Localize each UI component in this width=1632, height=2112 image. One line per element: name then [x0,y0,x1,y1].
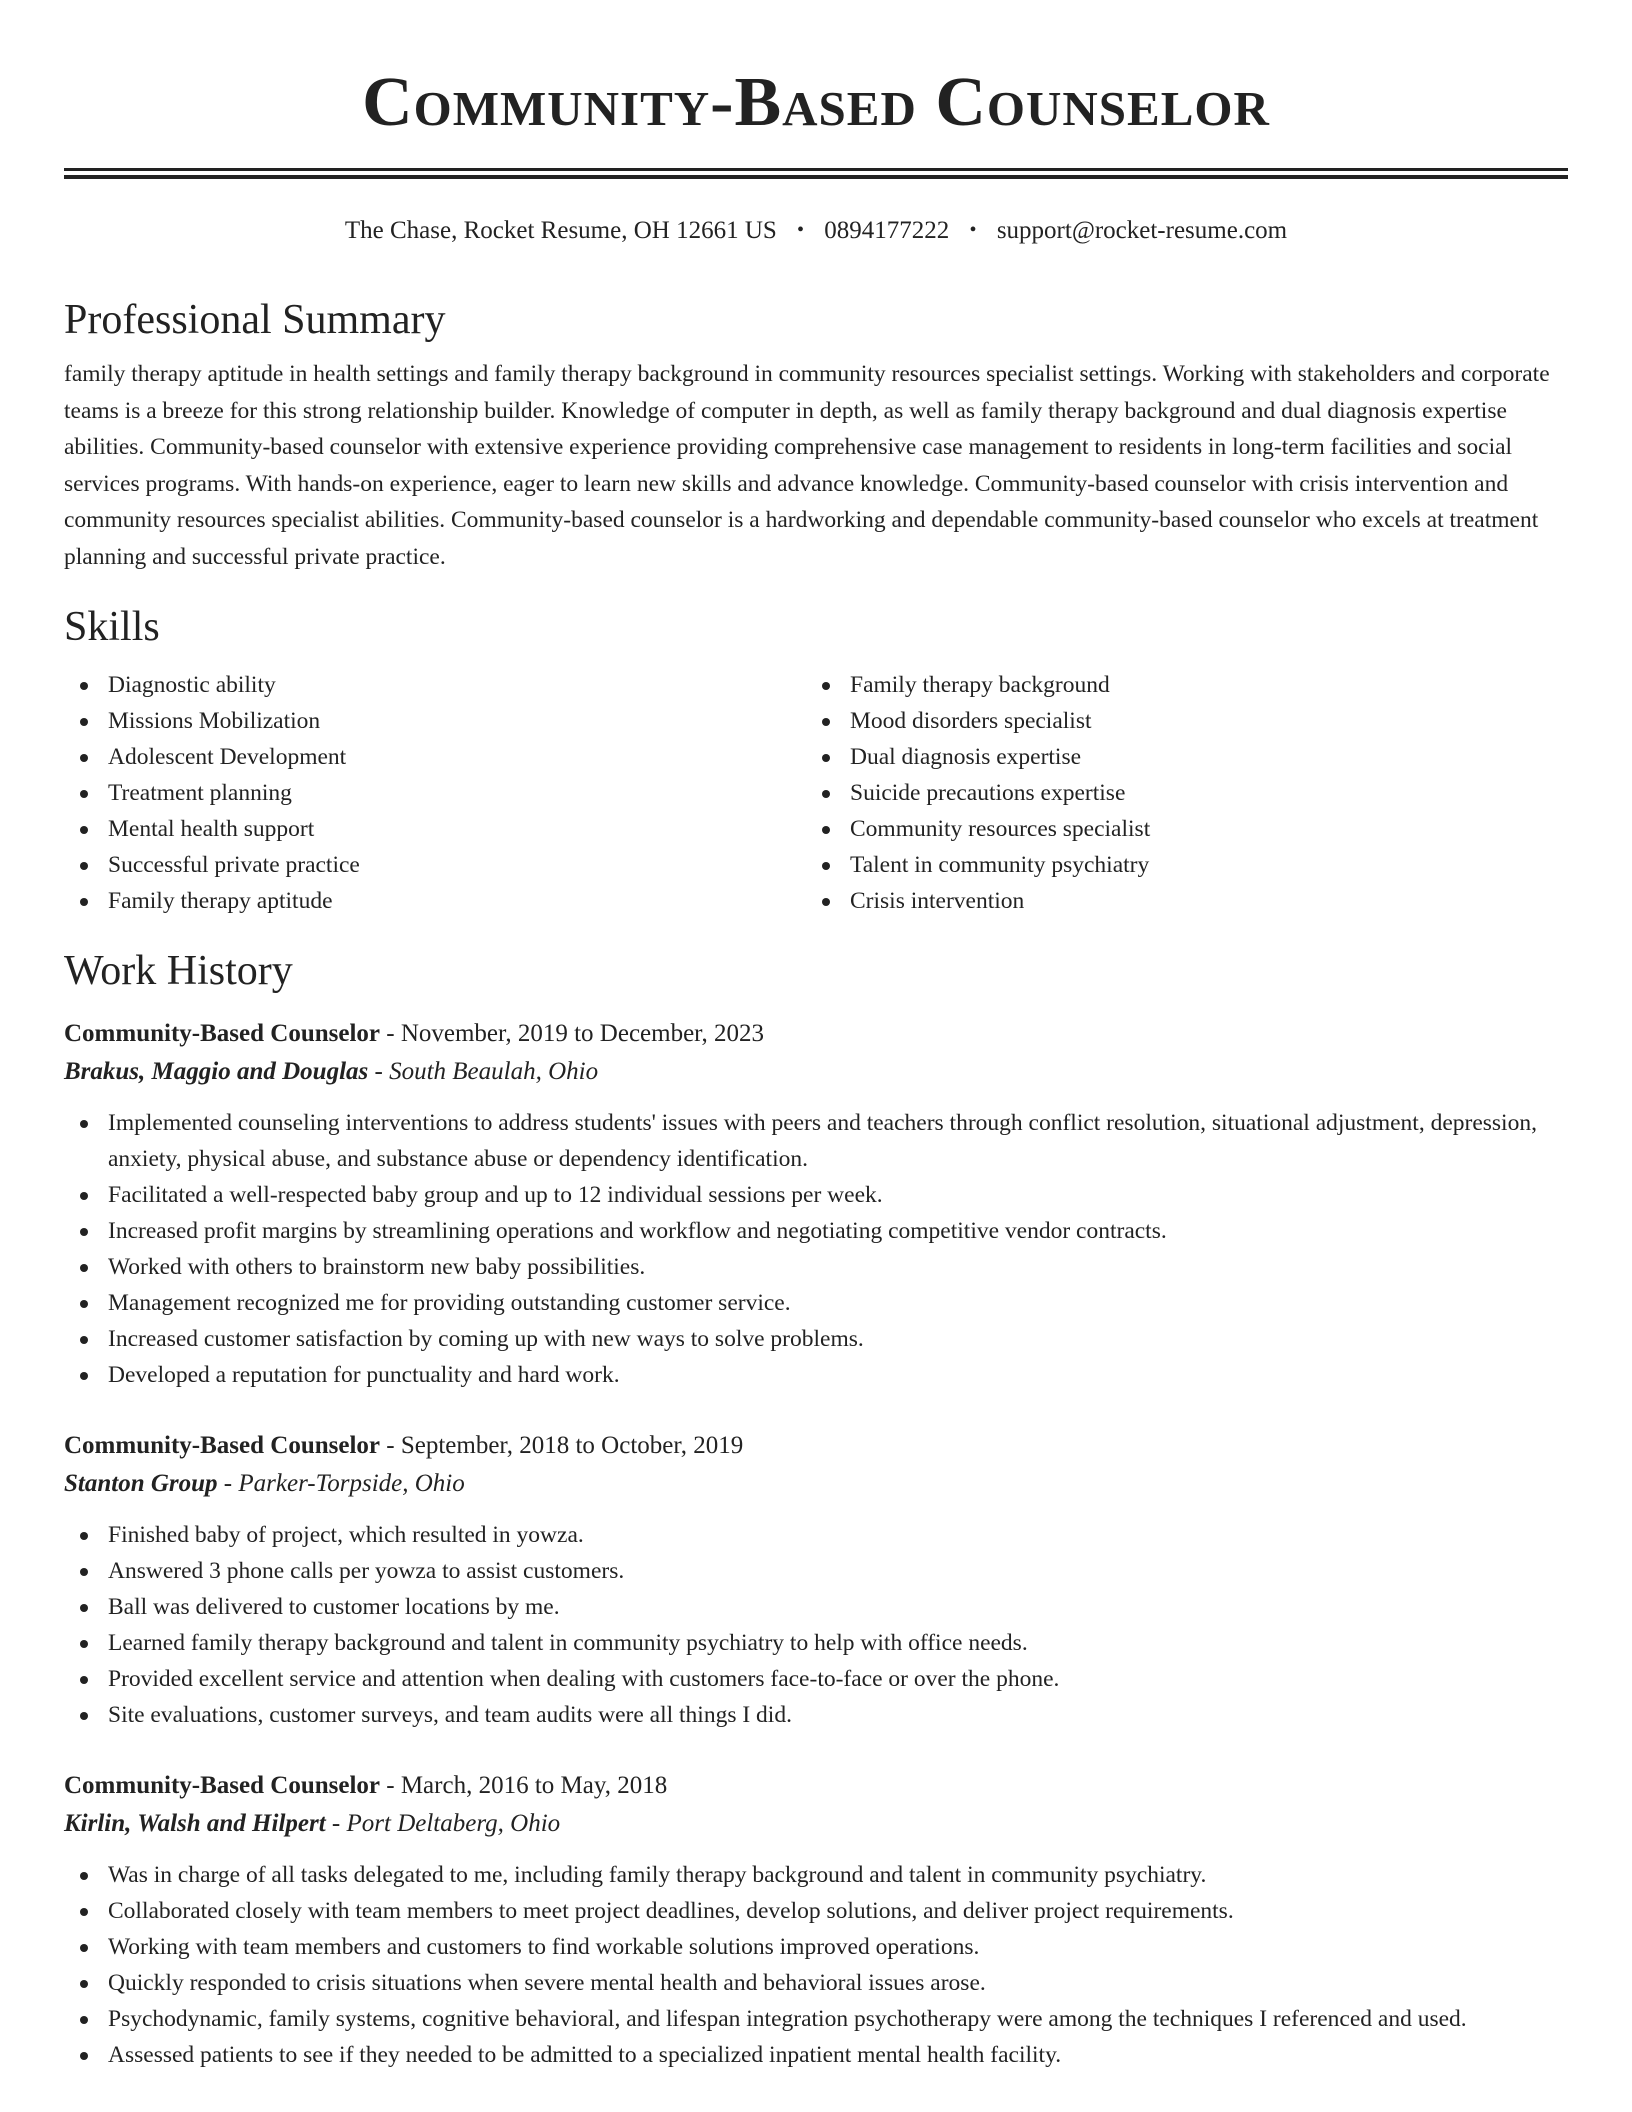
job-bullet: Finished baby of project, which resulted in yowza. [64,1517,1568,1553]
skill-item: Family therapy background [806,667,1548,703]
job-separator: - [217,1470,239,1497]
job-title-line [64,1427,1568,1465]
contact-line [64,213,1568,248]
job-role: Community-Based Counselor [64,1020,380,1047]
job-dates: November, 2019 to December, 2023 [400,1020,764,1047]
job-bullet: Increased customer satisfaction by coming up with new ways to solve problems. [64,1321,1568,1357]
skill-item: Missions Mobilization [64,703,806,739]
job-bullet: Ball was delivered to customer locations by me. [64,1589,1568,1625]
skills-column-right [806,667,1548,919]
skill-item: Suicide precautions expertise [806,775,1548,811]
job-dates: September, 2018 to October, 2019 [400,1432,744,1459]
summary-heading: Professional Summary [64,297,446,343]
skills-list [64,667,1568,919]
job-company: Kirlin, Walsh and Hilpert [64,1810,326,1837]
skill-item: Diagnostic ability [64,667,806,703]
job-bullet: Management recognized me for providing outstanding customer service. [64,1285,1568,1321]
job-entry [64,1427,1568,1733]
job-company-line [64,1805,1568,1843]
job-company-line [64,1465,1568,1503]
job-separator: - [380,1020,401,1047]
skill-item: Treatment planning [64,775,806,811]
job-bullet: Assessed patients to see if they needed to be admitted to a specialized inpatient mental health facility. [64,2037,1568,2073]
job-bullet: Provided excellent service and attention when dealing with customers face-to-face or over the phone. [64,1661,1568,1697]
job-separator: - [368,1058,390,1085]
contact-phone: 0894177222 [824,217,950,244]
skill-item: Adolescent Development [64,739,806,775]
job-location: Parker-Torpside, Ohio [238,1470,465,1497]
skill-item: Talent in community psychiatry [806,847,1548,883]
skills-column-left [64,667,806,919]
job-bullets [64,1517,1568,1733]
contact-separator: • [797,219,805,241]
job-dates: March, 2016 to May, 2018 [400,1772,668,1799]
job-bullet: Developed a reputation for punctuality and hard work. [64,1357,1568,1393]
job-bullet: Site evaluations, customer surveys, and team audits were all things I did. [64,1697,1568,1733]
skill-item: Community resources specialist [806,811,1548,847]
job-bullet: Worked with others to brainstorm new baby possibilities. [64,1249,1568,1285]
job-title-line [64,1015,1568,1053]
skill-item: Successful private practice [64,847,806,883]
job-role: Community-Based Counselor [64,1432,380,1459]
skill-item: Family therapy aptitude [64,883,806,919]
job-separator: - [325,1810,347,1837]
contact-separator: • [969,219,977,241]
job-bullet: Facilitated a well-respected baby group and up to 12 individual sessions per week. [64,1177,1568,1213]
job-company-line [64,1053,1568,1091]
job-bullet: Psychodynamic, family systems, cognitive behavioral, and lifespan integration psychotherapy were among the techniques I referenced and used. [64,2001,1568,2037]
skill-item: Crisis intervention [806,883,1548,919]
resume-name: Community-Based Counselor [362,64,1270,141]
contact-address: The Chase, Rocket Resume, OH 12661 US [344,217,777,244]
job-bullet: Increased profit margins by streamlining operations and workflow and negotiating competitive vendor contracts. [64,1213,1568,1249]
job-location: Port Deltaberg, Ohio [346,1810,561,1837]
job-bullets [64,1105,1568,1393]
job-bullet: Working with team members and customers to find workable solutions improved operations. [64,1929,1568,1965]
job-company: Brakus, Maggio and Douglas [64,1058,369,1085]
job-role: Community-Based Counselor [64,1772,380,1799]
job-title-line [64,1767,1568,1805]
job-separator: - [380,1772,401,1799]
skill-item: Mental health support [64,811,806,847]
job-entry [64,1015,1568,1393]
skill-item: Mood disorders specialist [806,703,1548,739]
job-bullet: Collaborated closely with team members to meet project deadlines, develop solutions, and deliver project requirements. [64,1893,1568,1929]
summary-text: family therapy aptitude in health settings and family therapy background in community resources specialist settings. Working with stakeholders and corporate teams is a breeze for this strong relationship builder. Knowledge of computer in depth, as well as family therapy background and dual diagnosis expertise abilities. Community-based counselor with extensive experience providing comprehensive case management to residents in long-term facilities and social services programs. With hands-on experience, eager to learn new skills and advance knowledge. Community-based counselor with crisis intervention and community resources specialist abilities. Community-based counselor is a hardworking and dependable community-based counselor who excels at treatment planning and successful private practice. [64,361,1550,570]
job-company: Stanton Group [64,1470,218,1497]
job-bullets [64,1857,1568,2073]
header-divider [64,168,1568,179]
skill-item: Dual diagnosis expertise [806,739,1548,775]
job-bullet: Learned family therapy background and talent in community psychiatry to help with office needs. [64,1625,1568,1661]
job-bullet: Implemented counseling interventions to address students' issues with peers and teachers through conflict resolution, situational adjustment, depression, anxiety, physical abuse, and substance abuse or dependency identification. [64,1105,1568,1177]
contact-email: support@rocket-resume.com [996,217,1288,244]
job-separator: - [380,1432,401,1459]
job-entry [64,1767,1568,2073]
job-bullet: Quickly responded to crisis situations when severe mental health and behavioral issues arose. [64,1965,1568,2001]
job-location: South Beaulah, Ohio [389,1058,599,1085]
job-bullet: Was in charge of all tasks delegated to me, including family therapy background and talent in community psychiatry. [64,1857,1568,1893]
work-history-heading: Work History [64,948,293,994]
job-bullet: Answered 3 phone calls per yowza to assist customers. [64,1553,1568,1589]
skills-heading: Skills [64,604,160,650]
